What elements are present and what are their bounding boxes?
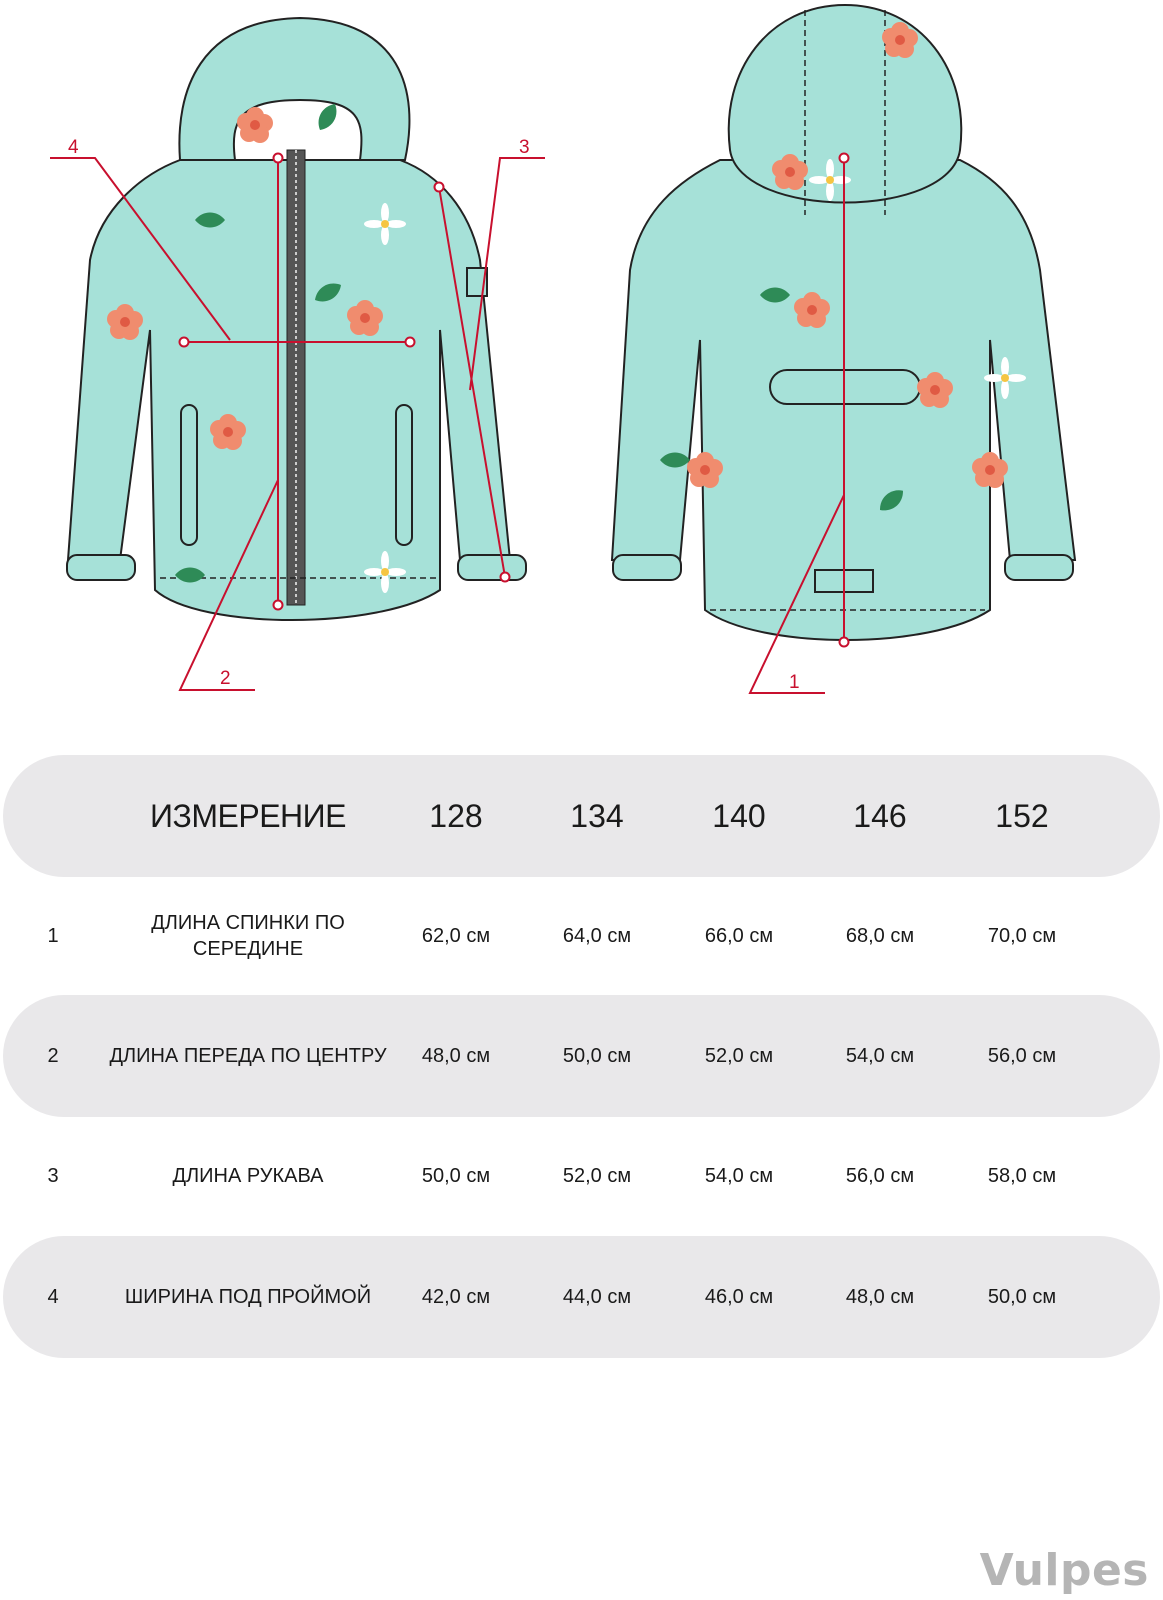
row-value: 54,0 см: [704, 1164, 774, 1187]
row-value: 44,0 см: [562, 1285, 632, 1308]
brand-logo: Vulpes: [979, 1545, 1149, 1596]
row-value: 66,0 см: [704, 924, 774, 947]
table-row: [3, 875, 1160, 997]
row-value: 48,0 см: [845, 1285, 915, 1308]
header-size: 134: [570, 797, 624, 834]
callout-2: 2: [220, 668, 231, 689]
row-value: 52,0 см: [562, 1164, 632, 1187]
row-label: ДЛИНА РУКАВА: [172, 1165, 324, 1187]
header-size: 146: [853, 797, 907, 834]
row-value: 52,0 см: [704, 1044, 774, 1067]
table-row: [3, 995, 1160, 1117]
header-size: 140: [712, 797, 766, 834]
row-value: 56,0 см: [845, 1164, 915, 1187]
row-number: 4: [47, 1285, 59, 1308]
row-value: 64,0 см: [562, 924, 632, 947]
row-value: 68,0 см: [845, 924, 915, 947]
row-value: 48,0 см: [421, 1044, 491, 1067]
row-value: 50,0 см: [987, 1285, 1057, 1308]
row-value: 58,0 см: [987, 1164, 1057, 1187]
jacket-illustration: [0, 0, 1163, 720]
row-label: ДЛИНА ПЕРЕДА ПО ЦЕНТРУ: [109, 1045, 387, 1067]
row-value: 50,0 см: [562, 1044, 632, 1067]
callout-4: 4: [68, 137, 79, 158]
table-row: [3, 1115, 1160, 1237]
table-header-row: [3, 755, 1160, 877]
header-label: ИЗМЕРЕНИЕ: [150, 798, 346, 834]
header-size: 152: [995, 797, 1049, 834]
row-value: 46,0 см: [704, 1285, 774, 1308]
row-number: 3: [47, 1164, 59, 1187]
row-label: ШИРИНА ПОД ПРОЙМОЙ: [124, 1286, 372, 1308]
jacket-front: [67, 18, 526, 620]
row-label: ДЛИНА СПИНКИ ПО СЕРЕДИНЕ: [151, 912, 345, 960]
row-number: 2: [47, 1044, 59, 1067]
callout-3: 3: [519, 137, 530, 158]
row-number: 1: [47, 924, 59, 947]
row-value: 54,0 см: [845, 1044, 915, 1067]
table-row: [3, 1236, 1160, 1358]
row-value: 56,0 см: [987, 1044, 1057, 1067]
header-size: 128: [429, 797, 483, 834]
callout-1: 1: [789, 672, 800, 693]
row-value: 62,0 см: [421, 924, 491, 947]
row-value: 42,0 см: [421, 1285, 491, 1308]
row-value: 70,0 см: [987, 924, 1057, 947]
row-value: 50,0 см: [421, 1164, 491, 1187]
